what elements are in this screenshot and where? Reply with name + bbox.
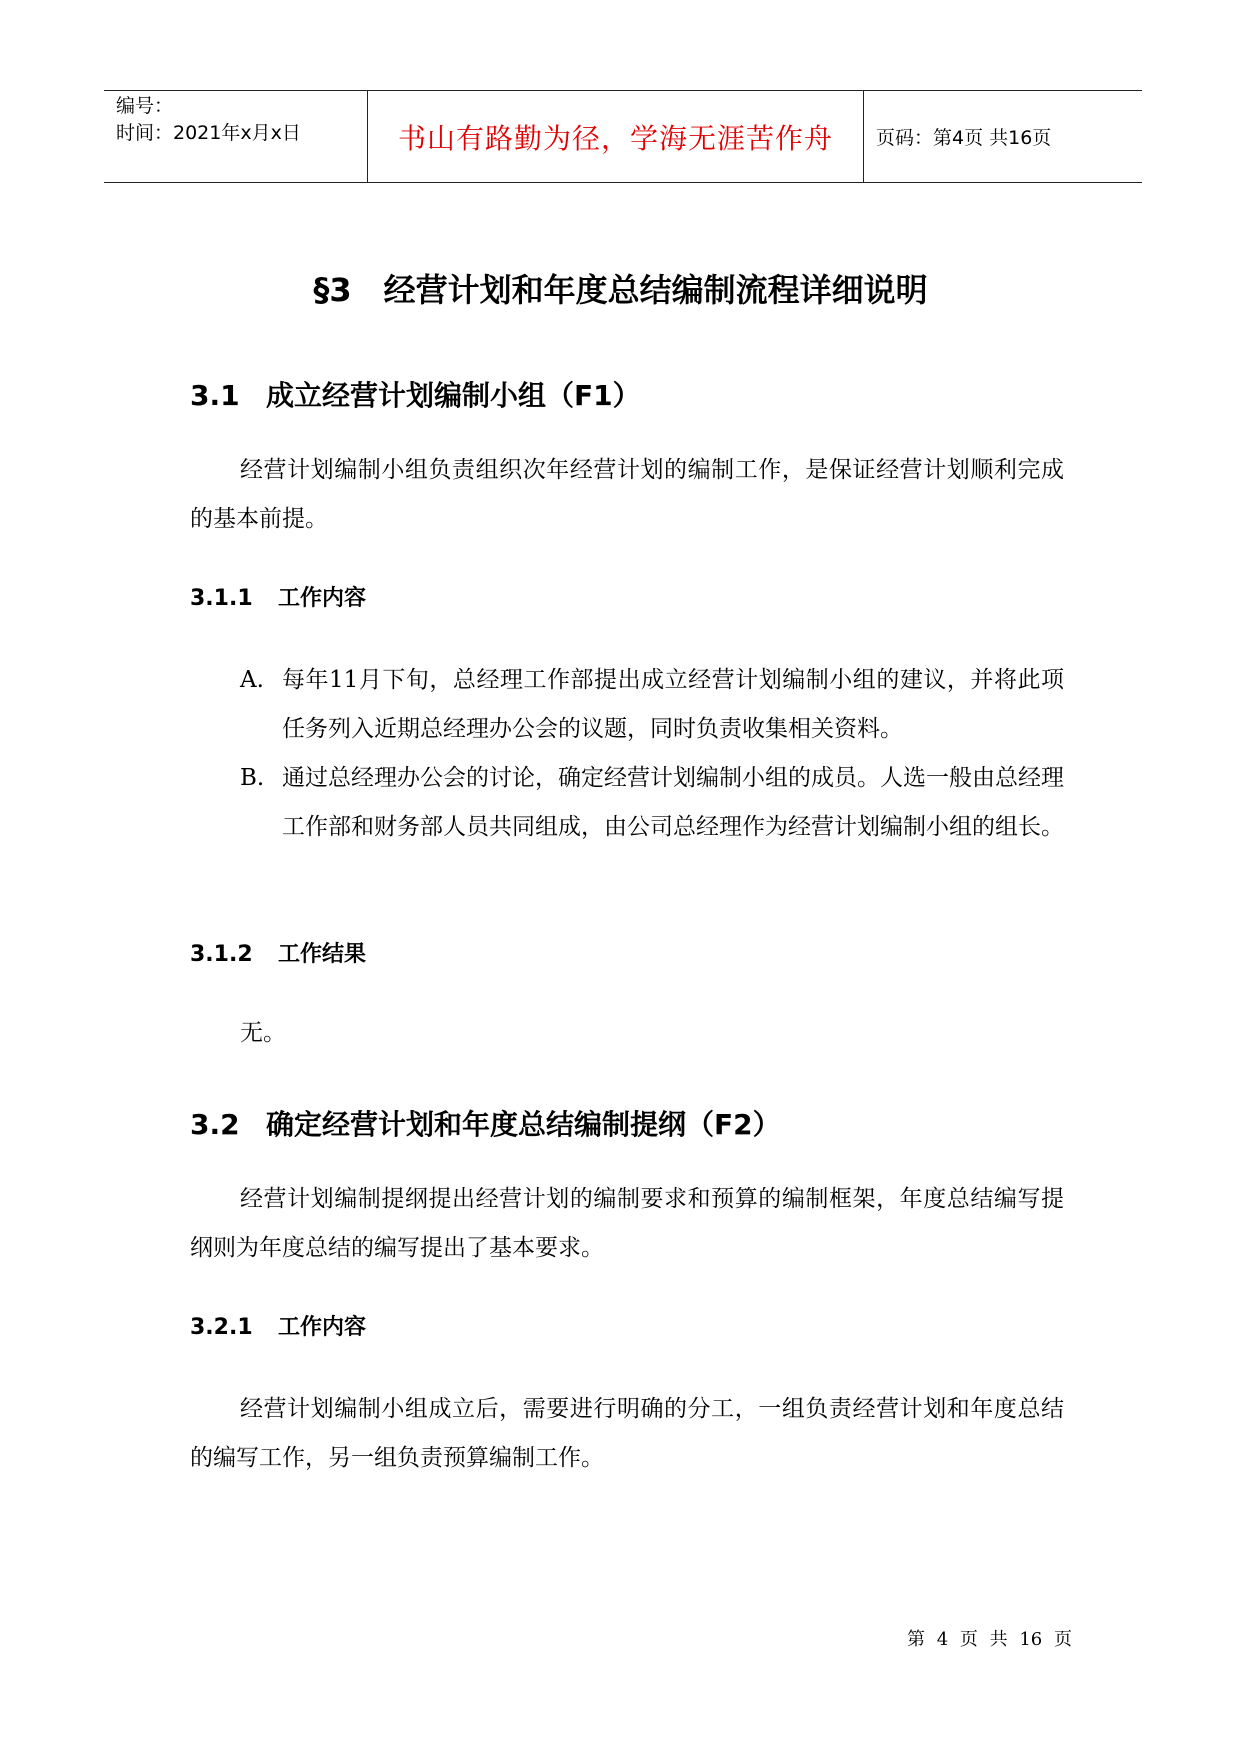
subsection-title: 工作内容: [278, 586, 367, 611]
list-item: [240, 754, 1064, 852]
section-title: 确定经营计划和年度总结编制提纲（F2）: [266, 1108, 781, 1141]
subsection-heading-3-1-1: [190, 581, 366, 612]
document-number-label: 编号：: [116, 95, 174, 117]
section-heading-3-1: [190, 374, 641, 414]
section-3-2-1-text: 经营计划编制小组成立后，需要进行明确的分工，一组负责经营计划和年度总结的编写工作，另一组负责预算编制工作。: [190, 1396, 1064, 1471]
document-time-label: 时间：2021年x月x日: [116, 122, 301, 144]
subsection-heading-3-2-1: [190, 1310, 366, 1341]
subsection-heading-3-1-2: [190, 937, 366, 968]
subsection-number: 3.1.2: [190, 942, 253, 967]
list-marker: A.: [240, 667, 264, 693]
section-3-2-intro: 经营计划编制提纲提出经营计划的编制要求和预算的编制框架，年度总结编写提纲则为年度总结的编写提出了基本要求。: [190, 1186, 1064, 1261]
page-header: [104, 90, 1142, 183]
chapter-title: §3 经营计划和年度总结编制流程详细说明: [313, 271, 928, 309]
subsection-number: 3.2.1: [190, 1315, 253, 1340]
subsection-title: 工作内容: [278, 1315, 367, 1340]
section-number: 3.2: [190, 1108, 240, 1141]
list-item: [240, 656, 1064, 754]
section-title: 成立经营计划编制小组（F1）: [266, 379, 641, 412]
header-meta: [104, 91, 368, 182]
section-heading-3-2: [190, 1103, 781, 1143]
page-footer: 第 4 页 共 16 页: [907, 1629, 1072, 1650]
section-3-1-intro: 经营计划编制小组负责组织次年经营计划的编制工作，是保证经营计划顺利完成的基本前提。: [190, 457, 1064, 532]
header-page-number: 页码：第4页 共16页: [876, 127, 1052, 149]
list-marker: B.: [240, 765, 265, 791]
section-number: 3.1: [190, 379, 240, 412]
section-3-1-2-text: 无。: [240, 1020, 286, 1046]
header-motto: 书山有路勤为径，学海无涯苦作舟: [368, 91, 864, 182]
list-item-text: 每年11月下旬，总经理工作部提出成立经营计划编制小组的建议，并将此项任务列入近期总经理办公会的议题，同时负责收集相关资料。: [282, 667, 1064, 742]
subsection-title: 工作结果: [278, 942, 367, 967]
list-item-text: 通过总经理办公会的讨论，确定经营计划编制小组的成员。人选一般由总经理工作部和财务部人员共同组成，由公司总经理作为经营计划编制小组的组长。: [282, 765, 1064, 840]
subsection-number: 3.1.1: [190, 586, 253, 611]
